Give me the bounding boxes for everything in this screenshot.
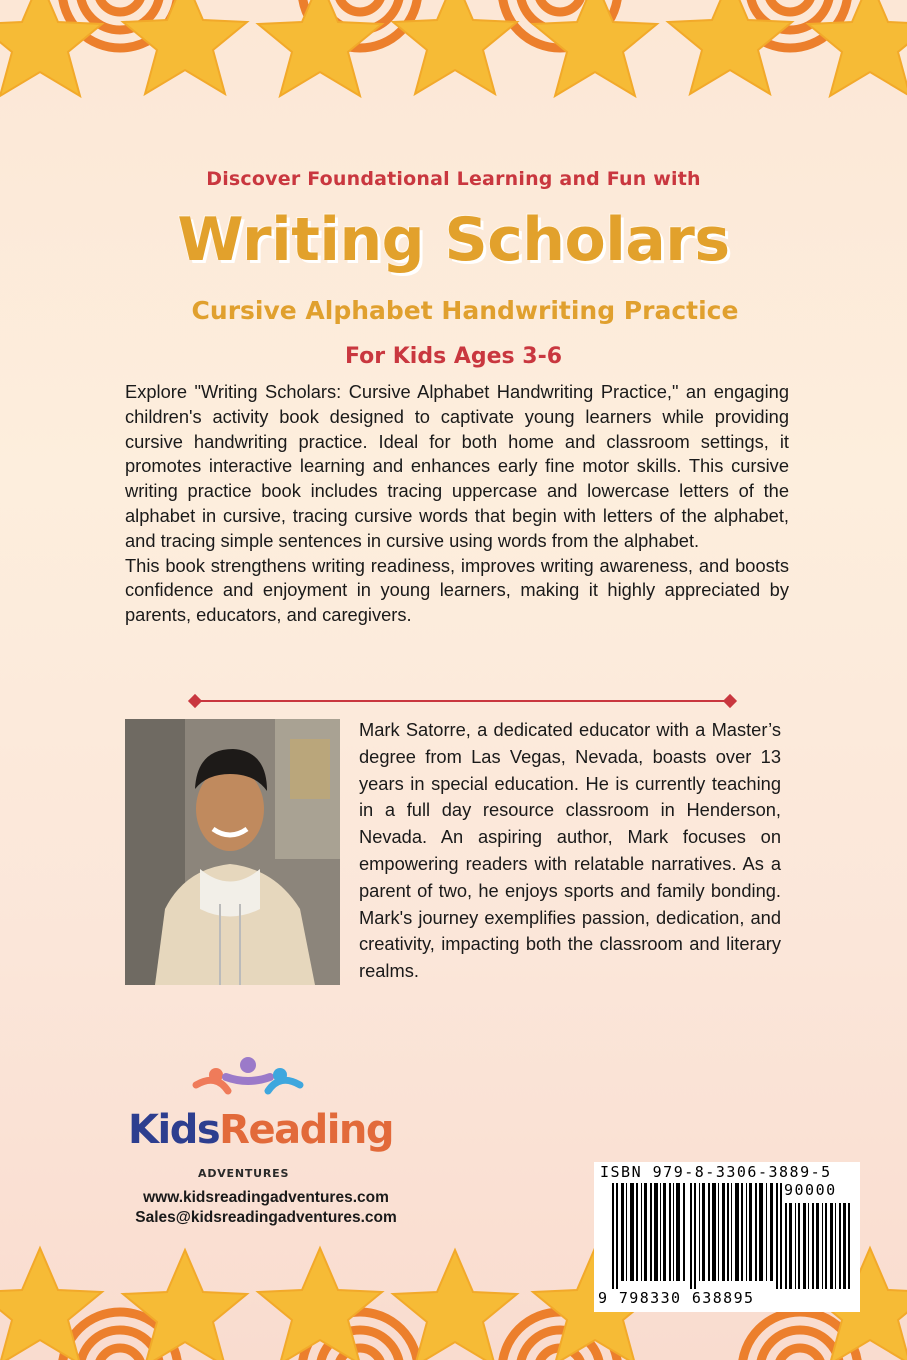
book-subtitle: Cursive Alphabet Handwriting Practice xyxy=(191,296,739,325)
addon-barcode-icon xyxy=(785,1203,851,1289)
publisher-contact xyxy=(100,1188,432,1228)
brand-reading: Reading xyxy=(219,1107,394,1153)
author-bio: Mark Satorre, a dedicated educator with a Master’s degree from Las Vegas, Nevada, boasts over 13 years in special education. He is currently teaching in a full day resource classroom in Henderson, Nevada. An aspiring author, Mark focuses on empowering readers with relatable narratives. As a parent of two, he enjoys sports and family bonding. Mark's journey exemplifies passion, dedication, and creativity, impacting both the classroom and literary realms. xyxy=(359,719,781,982)
top-decoration xyxy=(0,0,907,120)
author-photo xyxy=(125,719,340,985)
description-paragraph: This book strengthens writing readiness, improves writing awareness, and boosts confidence and enjoyment in young learners, making it highly appreciated by parents, educators, and caregivers. xyxy=(125,554,789,626)
diamond-icon xyxy=(723,694,737,708)
isbn-barcode xyxy=(594,1162,860,1312)
divider-line xyxy=(196,700,729,702)
brand-tagline: ADVENTURES xyxy=(198,1167,290,1180)
stars-and-rings-icon xyxy=(0,0,907,120)
section-divider xyxy=(190,694,735,708)
email-link[interactable]: Sales@kidsreadingadventures.com xyxy=(135,1209,397,1226)
barcode-icon xyxy=(612,1183,782,1289)
book-description xyxy=(125,380,789,628)
book-title: Writing Scholars xyxy=(177,205,730,275)
price-code: 90000 xyxy=(784,1181,837,1199)
description-paragraph: Explore "Writing Scholars: Cursive Alphabet Handwriting Practice," an engaging children's activity book designed to captivate young learners while providing cursive handwriting practice. Ideal for both home and classroom settings, it promotes interactive learning and enhances early fine motor skills. This cursive writing practice book includes tracing uppercase and lowercase letters of the alphabet in cursive, tracing cursive words that begin with letters of the alphabet, and tracing simple sentences in cursive using words from the alphabet. xyxy=(125,381,789,551)
isbn-text: ISBN 979-8-3306-3889-5 xyxy=(600,1163,832,1181)
people-logo-icon xyxy=(188,1055,308,1105)
age-range: For Kids Ages 3-6 xyxy=(344,344,563,369)
person-icon xyxy=(125,719,340,985)
kicker-text: Discover Foundational Learning and Fun with xyxy=(206,168,701,190)
ean-number: 9 798330 638895 xyxy=(598,1289,755,1307)
brand-kids: Kids xyxy=(128,1107,220,1153)
diamond-icon xyxy=(188,694,202,708)
publisher-brand xyxy=(128,1107,393,1153)
website-link[interactable]: www.kidsreadingadventures.com xyxy=(143,1189,389,1206)
